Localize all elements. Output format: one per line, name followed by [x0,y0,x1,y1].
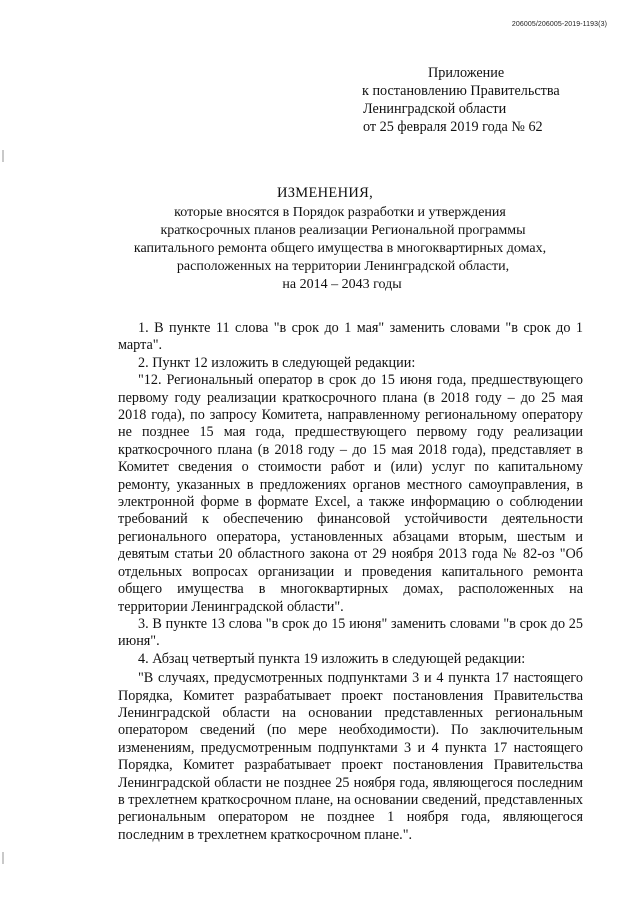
appendix-line: к постановлению Правительства [362,83,560,99]
heading-line: расположенных на территории Ленинградской области, [176,259,510,274]
heading-title: ИЗМЕНЕНИЯ, [276,185,374,201]
appendix-title: Приложение [428,65,505,81]
document-code: 206005/206005-2019-1193(3) [511,21,607,28]
paragraph-1: 1. В пункте 11 слова "в срок до 1 мая" заменить словами "в срок до 1 марта". [118,320,583,354]
appendix-line: Ленинградской области [363,101,507,117]
heading-line: которые вносятся в Порядок разработки и утверждения [174,205,506,220]
document-body [118,320,583,844]
paragraph-4-text: "В случаях, предусмотренных подпунктами 3 и 4 пункта 17 настоящего Порядка, Комитет разрабатывает проект постановления Правительства Ленинградской области на основании представленных региональным оператором сведений (по мере необходимости). По заключительным изменениям, предусмотренным подпунктами 3 и 4 пункта 17 настоящего Порядка, Комитет разрабатывает проект постановления Правительства Ленинградской области не позднее 25 ноября года, являющегося последним в трехлетнем краткосрочном плане, на основании сведений, представленных региональным оператором не позднее 1 ноября года, являющегося последним в трехлетнем краткосрочном плане.". [118,670,583,843]
document-heading [0,184,640,294]
scan-margin-mark [2,852,4,864]
heading-line: капитального ремонта общего имущества в многоквартирных домах, [133,241,547,256]
paragraph-2: 2. Пункт 12 изложить в следующей редакции: [138,354,416,371]
scan-margin-mark [2,150,4,162]
appendix-block [362,64,560,136]
heading-line: краткосрочных планов реализации Региональной программы [160,223,526,238]
appendix-line: от 25 февраля 2019 года № 62 [363,119,543,135]
heading-line: на 2014 – 2043 годы [282,277,402,292]
paragraph-3: 3. В пункте 13 слова "в срок до 15 июня" заменить словами "в срок до 25 июня". [118,615,583,650]
paragraph-4: 4. Абзац четвертый пункта 19 изложить в следующей редакции: [138,650,526,667]
paragraph-2-text: "12. Региональный оператор в срок до 15 июня года, предшествующего первому году реализации краткосрочного плана (в 2018 году – до 25 мая 2018 года), по запросу Комитета, направленному региональному оператору не позднее 15 мая года, предшествующего первому году реализации краткосрочного плана (в 2018 году – до 15 мая 2018 года), представляет в Комитет сведения о стоимости работ и (или) услуг по капитальному ремонту, указанных в предложениях органов местного самоуправления, в электронной форме в формате Excel, а также информацию о соблюдении требований к обеспечению финансовой устойчивости деятельности регионального оператора, установленных абзацами вторым, шестым и девятым статьи 20 областного закона от 29 ноября 2013 года № 82-оз "Об отдельных вопросах организации и проведения капитального ремонта общего имущества в многоквартирных домах, расположенных на территории Ленинградской области". [118,372,583,615]
